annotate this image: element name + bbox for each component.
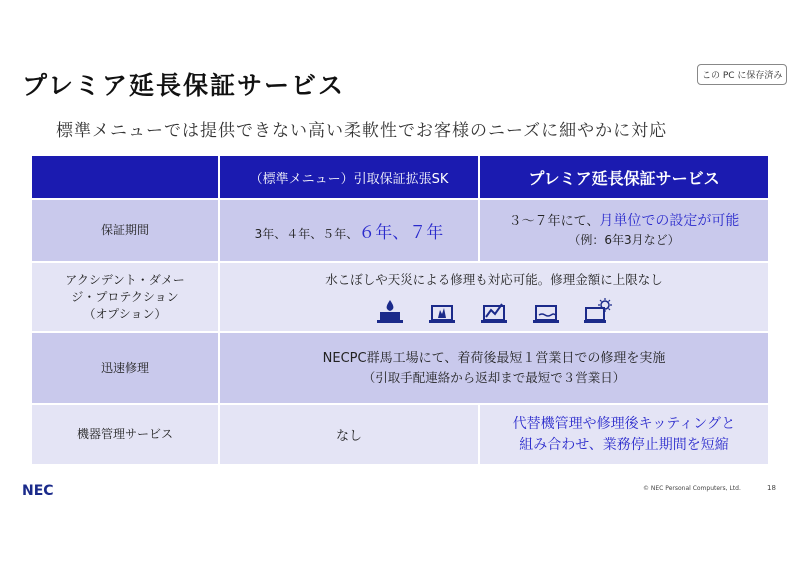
saved-status-badge[interactable]: この PC に保存済み bbox=[697, 64, 787, 85]
comparison-table bbox=[32, 156, 768, 464]
row-label-device bbox=[32, 405, 218, 464]
damage-icons bbox=[375, 298, 613, 324]
accident-content-cell bbox=[220, 263, 768, 331]
period-standard-highlight: ６年、７年 bbox=[358, 223, 444, 243]
repair-label: 迅速修理 bbox=[100, 360, 149, 375]
slide-subtitle: 標準メニューでは提供できない高い柔軟性でお客様のニーズに細やかに対応 bbox=[56, 121, 668, 141]
header-premium-label: プレミア延長保証サービス bbox=[528, 168, 720, 188]
accident-label-line1: アクシデント・ダメー bbox=[65, 272, 185, 287]
fire-damage-icon bbox=[427, 298, 457, 324]
period-standard-text: 3年、４年、５年、 bbox=[254, 227, 359, 241]
repair-line1: NECPC群馬工場にて、着荷後最短１営業日での修理を実施 bbox=[322, 351, 666, 366]
period-premium-highlight: 月単位での設定が可能 bbox=[599, 213, 740, 229]
copyright-text: © NEC Personal Computers, Ltd. bbox=[643, 485, 741, 492]
accident-label-line2: ジ・プロテクション bbox=[71, 289, 179, 304]
flood-damage-icon bbox=[531, 298, 561, 324]
row-label-accident bbox=[32, 263, 218, 331]
period-premium-note: （例：6年3月など） bbox=[568, 233, 680, 247]
header-premium-cell bbox=[480, 156, 768, 198]
device-premium-line1: 代替機管理や修理後キッティングと bbox=[512, 415, 736, 432]
repair-line2: （引取手配連絡から返却まで最短で３営業日） bbox=[362, 370, 626, 385]
accident-text: 水こぼしや天災による修理も対応可能。修理金額に上限なし bbox=[325, 272, 663, 287]
device-premium-cell bbox=[480, 405, 768, 464]
device-label: 機器管理サービス bbox=[76, 427, 173, 441]
page-number: 18 bbox=[767, 484, 776, 492]
device-standard-cell bbox=[220, 405, 478, 464]
repair-content-cell bbox=[220, 333, 768, 403]
water-damage-icon bbox=[375, 298, 405, 324]
period-standard-cell bbox=[220, 200, 478, 261]
row-label-repair bbox=[32, 333, 218, 403]
lightning-damage-icon bbox=[479, 298, 509, 324]
period-premium-cell bbox=[480, 200, 768, 261]
device-premium-line2: 組み合わせ、業務停止期間を短縮 bbox=[519, 436, 729, 453]
period-premium-text: ３～７年にて、 bbox=[508, 214, 600, 229]
accident-label-line3: （オプション） bbox=[83, 306, 167, 321]
device-standard-text: なし bbox=[335, 429, 362, 444]
header-corner-cell bbox=[32, 156, 218, 198]
nec-logo: NEC bbox=[22, 483, 54, 499]
slide-title: プレミア延長保証サービス bbox=[22, 71, 346, 100]
header-standard-label: （標準メニュー）引取保証拡張SK bbox=[249, 171, 449, 187]
period-label: 保証期間 bbox=[100, 223, 149, 237]
header-standard-cell bbox=[220, 156, 478, 198]
row-label-period bbox=[32, 200, 218, 261]
sun-damage-icon bbox=[583, 298, 613, 324]
